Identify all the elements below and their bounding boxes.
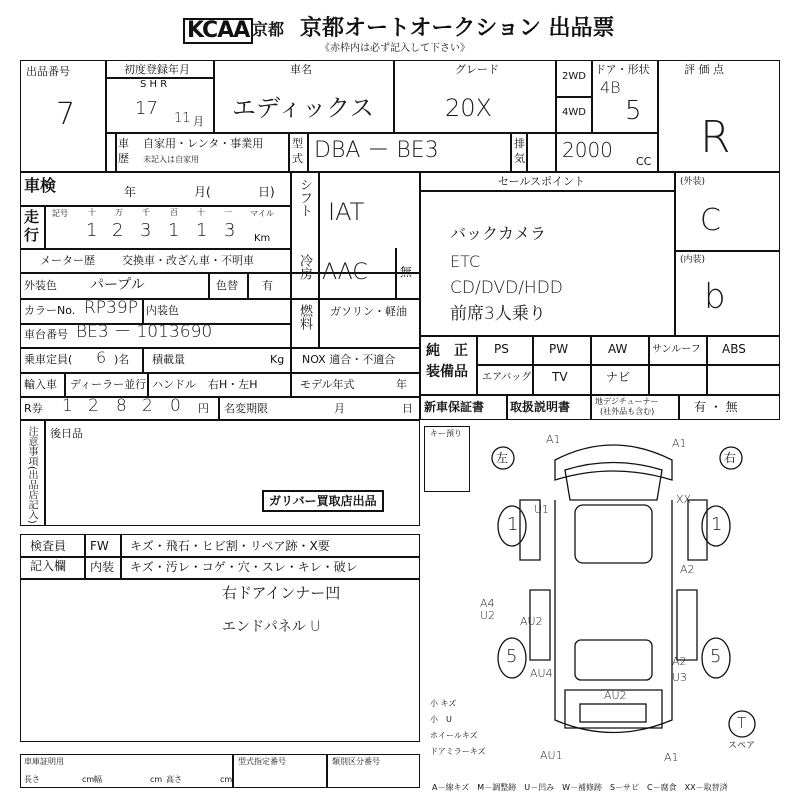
equipment-label-2: 装備品	[426, 364, 468, 380]
legend-item-4: ドアミラーキズ	[430, 747, 486, 756]
first-registration-label: 初度登録年月	[124, 63, 190, 76]
reg-month: 11	[174, 111, 191, 126]
damage-legend: A－線キズ M－調整跡 U－凹み W－補修跡 S－サビ C－腐食 XX－取替済	[432, 783, 728, 792]
left-label: 左	[496, 451, 509, 465]
model-year-unit: 年	[396, 378, 407, 391]
color-no: RP39P	[84, 298, 138, 318]
width-label: 幅	[94, 775, 102, 784]
model-label-1: 型	[292, 137, 303, 150]
recycle-label: R券	[24, 402, 43, 415]
recycle-value-5: 0	[170, 396, 181, 416]
spare-label: スペア	[728, 741, 756, 751]
tuner-label: 地デジチューナー	[595, 397, 659, 406]
mileage-value-1: 1	[86, 220, 98, 241]
color-change-label: 色替	[216, 279, 238, 292]
color-no-label: カラーNo.	[24, 304, 76, 317]
door-value: 4B	[600, 78, 621, 97]
shaken-year: 年	[124, 185, 137, 199]
sales-point-2: ETC	[450, 252, 481, 271]
mileage-value-3: 3	[140, 220, 152, 241]
displacement-label-2: 気	[514, 152, 525, 165]
lot-number-label: 出品番号	[26, 65, 70, 78]
shift-label: シフト	[297, 178, 312, 217]
length-label: 長さ	[24, 775, 40, 784]
shift-value: IAT	[328, 198, 365, 226]
import-label: 輸入車	[24, 378, 57, 391]
expiry-day: 日	[402, 402, 413, 415]
inspector-remark-1: 右ドアインナー凹	[222, 584, 341, 602]
interior-text: キズ・汚レ・コゲ・穴・スレ・キレ・破レ	[130, 560, 358, 574]
damage-mark-3: U1	[534, 503, 550, 516]
sales-points-title: セールスポイント	[498, 175, 586, 188]
damage-mark-12: AU2	[604, 689, 627, 702]
chassis-number: BE3 － 1013690	[76, 322, 213, 342]
class-number-label: 類別区分番号	[332, 757, 380, 766]
tuner-note: (社外品も含む)	[600, 407, 655, 416]
equip-pw: PW	[549, 342, 569, 356]
damage-mark-4: XX	[676, 493, 692, 506]
grade: 20X	[445, 94, 492, 122]
gulliver-stamp: ガリバー買取店出品	[262, 490, 384, 512]
model-label-2: 式	[292, 152, 303, 165]
damage-mark-11: AU4	[530, 667, 553, 680]
sales-point-3: CD/DVD/HDD	[450, 278, 563, 298]
interior-rating-label: (内装)	[680, 255, 706, 265]
key-label: キー預り	[430, 429, 462, 438]
tire-front-right: 1	[711, 514, 723, 535]
model-year-label: モデル年式	[300, 378, 355, 391]
digit-3: 千	[142, 208, 150, 217]
history-label-1: 車	[118, 137, 129, 150]
yen-label: 円	[198, 402, 209, 415]
after-items-label: 後日品	[50, 427, 83, 440]
interior-rating: b	[704, 277, 726, 317]
drive-2wd: 2WD	[562, 71, 586, 82]
expiry-label: 名変期限	[224, 402, 268, 415]
damage-mark-1: A1	[546, 433, 561, 446]
capacity-label: 乗車定員(	[24, 353, 73, 366]
damage-mark-6: A4	[480, 597, 495, 610]
km-label: Km	[254, 233, 271, 244]
mileage-symbol: 記号	[52, 209, 68, 218]
meter-options: 交換車・改ざん車・不明車	[122, 254, 254, 267]
dealer-label: ディーラー並行	[70, 378, 147, 391]
height-unit: cm	[220, 775, 233, 784]
shaken-label: 車検	[24, 176, 57, 195]
grade-label: グレード	[455, 63, 499, 76]
tire-rear-right: 5	[710, 646, 722, 667]
usage-options: 自家用・レンタ・事業用	[143, 137, 264, 150]
lot-number: 7	[56, 97, 76, 132]
warranty-label: 新車保証書	[424, 400, 485, 414]
damage-mark-13: AU1	[540, 749, 563, 762]
equip-tv: TV	[552, 370, 568, 384]
recycle-value-2: 2	[88, 396, 99, 416]
car-name: エディックス	[232, 94, 374, 122]
model-code: DBA － BE3	[314, 138, 439, 163]
damage-mark-14: A1	[664, 751, 679, 764]
mileage-label-2: 行	[24, 226, 40, 244]
color-change-value: 有	[262, 279, 273, 292]
fuel-options: ガソリン・軽油	[330, 305, 407, 318]
form-subtitle: 《赤枠内は必ず記入して下さい》	[320, 43, 470, 54]
mileage-label-1: 走	[24, 208, 40, 226]
mileage-value-5: 1	[196, 220, 208, 241]
month-unit: 月	[193, 115, 204, 128]
meter-history-label: メーター歴	[40, 254, 95, 267]
interior-color-label: 内装色	[146, 304, 179, 317]
inspector-label-2: 記入欄	[30, 559, 67, 573]
ac-none: 無	[400, 265, 413, 279]
spare-mark: T	[737, 714, 747, 732]
handle-options: 右H・左H	[208, 378, 258, 391]
damage-mark-7: U2	[480, 609, 496, 622]
inspector-label-1: 検査員	[30, 539, 67, 553]
nox-label: NOX 適合・不適合	[302, 353, 396, 366]
car-name-label: 車名	[290, 63, 312, 76]
kg-label: Kg	[270, 353, 285, 366]
load-label: 積載量	[152, 353, 185, 366]
fw-text: キズ・飛石・ヒビ割・リペア跡・X要	[130, 539, 330, 553]
capacity: 6	[96, 348, 107, 367]
cc-unit: CC	[636, 155, 652, 168]
displacement-label-1: 排	[514, 137, 525, 150]
damage-mark-10: U3	[672, 671, 688, 684]
damage-mark-8: AU2	[520, 615, 543, 628]
era-options: S H R	[140, 79, 168, 90]
fuel-label: 燃料	[297, 304, 312, 330]
interior-label: 内装	[90, 560, 115, 574]
digit-6: 一	[224, 208, 232, 217]
exterior-rating-label: (外装)	[680, 177, 706, 187]
mileage-value-6: 3	[224, 220, 236, 241]
digit-2: 万	[115, 208, 123, 217]
tuner-options: 有 ・ 無	[694, 400, 738, 414]
notes-label: 注意事項(出品店記入)	[26, 426, 37, 524]
expiry-month: 月	[334, 402, 345, 415]
kcaa-logo: KCAA	[183, 18, 253, 44]
length-unit: cm	[82, 775, 95, 784]
shaken-month: 月(	[194, 185, 211, 199]
equip-ps: PS	[494, 342, 509, 356]
sales-point-1: バックカメラ	[450, 224, 547, 243]
mileage-value-2: 2	[112, 220, 124, 241]
equip-airbag: エアバッグ	[482, 372, 532, 383]
exterior-color: パープル	[90, 277, 145, 293]
inspector-remark-2: エンドパネル U	[222, 619, 321, 635]
garage-cert-label: 車庫証明用	[24, 757, 64, 766]
digit-4: 百	[170, 208, 178, 217]
capacity-unit: )名	[114, 353, 130, 366]
type-number-label: 型式指定番号	[238, 757, 286, 766]
tire-front-left: 1	[507, 514, 519, 535]
handle-label: ハンドル	[152, 378, 196, 391]
width-unit: cm	[150, 775, 163, 784]
mileage-value-4: 1	[168, 220, 180, 241]
fw-label: FW	[90, 539, 109, 553]
door-count: 5	[625, 96, 642, 126]
damage-mark-2: A1	[672, 437, 687, 450]
history-label-2: 歴	[118, 152, 129, 165]
legend-item-1: 小 キズ	[430, 699, 457, 708]
right-label: 右	[724, 451, 737, 465]
chassis-label: 車台番号	[24, 328, 68, 341]
recycle-value-4: 2	[142, 396, 153, 416]
equip-abs: ABS	[722, 342, 746, 356]
equipment-label-1: 純 正	[426, 343, 468, 359]
damage-mark-9: A2	[672, 655, 687, 668]
score-label: 評 価 点	[684, 63, 724, 76]
reg-year: 17	[135, 98, 158, 119]
digit-5: 十	[197, 208, 205, 217]
recycle-value-1: 1	[62, 396, 73, 416]
equip-navi: ナビ	[606, 370, 631, 384]
legend-item-2: 小 U	[430, 715, 452, 724]
exterior-rating: C	[700, 203, 721, 238]
tire-rear-left: 5	[506, 646, 518, 667]
exterior-color-label: 外装色	[24, 279, 57, 292]
drive-4wd: 4WD	[562, 107, 586, 118]
sales-point-4: 前席3人乗り	[450, 304, 546, 324]
legend-item-3: ホイールキズ	[430, 731, 478, 740]
logo-kyoto: 京都	[252, 20, 285, 39]
ac-value: AAC	[322, 260, 368, 285]
score: R	[700, 112, 731, 163]
equip-sunroof: サンルーフ	[652, 344, 701, 355]
door-shape-label: ドア・形状	[595, 63, 650, 76]
digit-1: 十	[88, 208, 96, 217]
usage-note: 未記入は自家用	[143, 155, 199, 164]
recycle-value-3: 8	[116, 396, 127, 416]
displacement: 2000	[562, 138, 613, 162]
manual-label: 取扱説明書	[510, 400, 571, 414]
ac-label: 冷房	[297, 254, 312, 280]
mile-label: マイル	[250, 209, 274, 218]
shaken-day: 日)	[258, 185, 275, 199]
height-label: 高さ	[166, 775, 182, 784]
equip-aw: AW	[608, 342, 628, 356]
form-title: 京都オートオークション 出品票	[300, 16, 615, 41]
damage-mark-5: A2	[680, 563, 695, 576]
